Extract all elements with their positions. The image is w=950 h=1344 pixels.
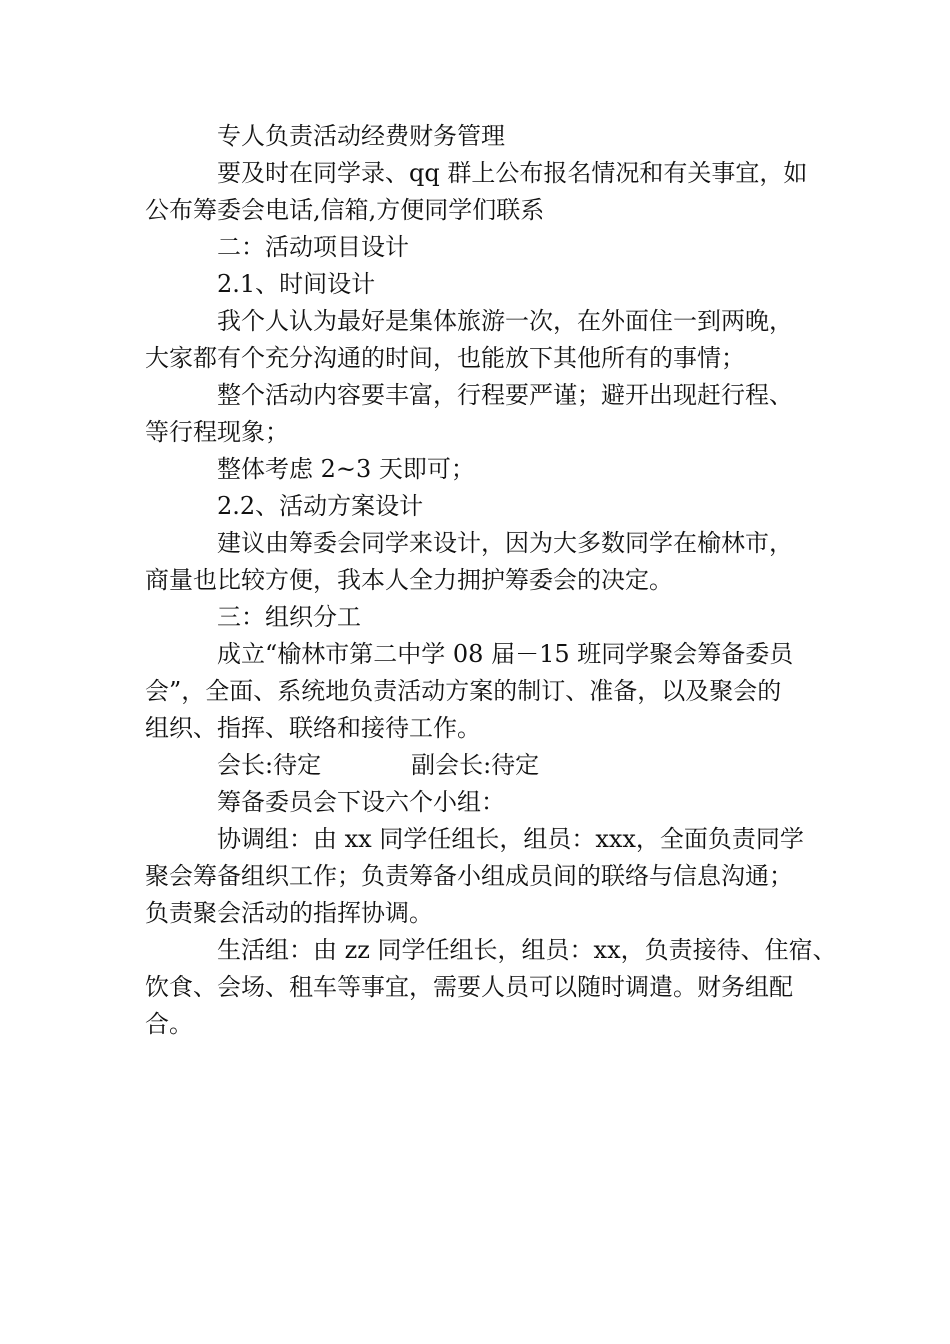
president-label: 会长:待定 [217,751,322,779]
paragraph-line: 我个人认为最好是集体旅游一次，在外面住一到两晚， [217,307,793,335]
paragraph-line: 协调组：由 xx 同学任组长，组员：xxx，全面负责同学 [217,825,804,853]
officers-line [145,747,825,784]
paragraph-line: 公布筹委会电话,信箱,方便同学们联系 [145,196,545,224]
paragraph-line: 等行程现象； [145,418,289,446]
paragraph-line: 筹备委员会下设六个小组： [217,788,505,816]
paragraph-line: 整体考虑 2~3 天即可； [217,455,475,483]
paragraph-line: 会”，全面、系统地负责活动方案的制订、准备，以及聚会的 [145,677,782,705]
paragraph-line: 建议由筹委会同学来设计，因为大多数同学在榆林市， [217,529,793,557]
paragraph-line: 大家都有个充分沟通的时间，也能放下其他所有的事情； [145,344,745,372]
paragraph-line: 负责聚会活动的指挥协调。 [145,899,433,927]
section-heading: 三：组织分工 [217,603,361,631]
paragraph-line: 成立“榆林市第二中学 08 届－15 班同学聚会筹备委员 [217,640,794,668]
section-heading: 二：活动项目设计 [217,233,409,261]
subsection-heading: 2.1、时间设计 [217,270,376,298]
document-body [145,118,837,1043]
paragraph-line: 饮食、会场、租车等事宜，需要人员可以随时调遣。财务组配 [145,973,793,1001]
subsection-heading: 2.2、活动方案设计 [217,492,424,520]
paragraph-line: 组织、指挥、联络和接待工作。 [145,714,481,742]
paragraph-line: 商量也比较方便，我本人全力拥护筹委会的决定。 [145,566,673,594]
vice-president-label: 副会长:待定 [411,751,540,779]
paragraph-line: 生活组：由 zz 同学任组长，组员：xx，负责接待、住宿、 [217,936,837,964]
paragraph-line: 要及时在同学录、qq 群上公布报名情况和有关事宜，如 [217,159,808,187]
paragraph-line: 整个活动内容要丰富，行程要严谨；避开出现赶行程、 [217,381,793,409]
paragraph-line: 聚会筹备组织工作；负责筹备小组成员间的联络与信息沟通； [145,862,793,890]
paragraph-line: 专人负责活动经费财务管理 [217,122,505,150]
paragraph-line: 合。 [145,1010,193,1038]
